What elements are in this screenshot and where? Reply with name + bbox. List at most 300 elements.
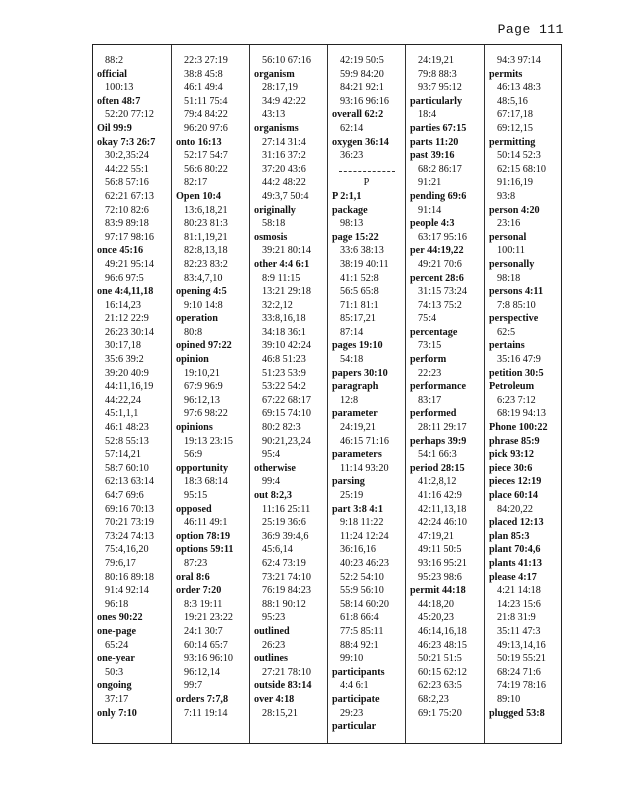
index-reference: 73:15 xyxy=(418,340,442,352)
index-reference: 99:7 xyxy=(184,680,203,692)
index-reference: 11:16 25:11 xyxy=(262,503,311,515)
section-letter: P xyxy=(363,177,370,189)
index-reference: 41:16 42:9 xyxy=(418,490,462,501)
index-reference: 71:1 81:1 xyxy=(340,299,379,311)
index-term: perspective xyxy=(489,313,539,325)
index-reference: 96:12,14 xyxy=(184,666,220,678)
index-reference: 31:15 73:24 xyxy=(418,286,467,298)
index-reference: 64:7 69:6 xyxy=(105,490,144,501)
index-reference: 19:10,21 xyxy=(184,367,220,379)
index-reference: 44:22,24 xyxy=(105,394,141,406)
index-term: Open 10:4 xyxy=(176,190,221,202)
index-term: parties 67:15 xyxy=(410,122,467,134)
index-term: papers 30:10 xyxy=(332,367,388,379)
index-reference: 8:9 11:15 xyxy=(262,272,301,284)
index-term: over 4:18 xyxy=(254,693,295,705)
index-reference: 93:7 95:12 xyxy=(418,82,462,94)
index-reference: 99:4 xyxy=(262,476,281,488)
index-reference: 70:21 73:19 xyxy=(105,517,154,529)
index-reference: 100:13 xyxy=(105,82,134,94)
page-number: Page 111 xyxy=(497,22,564,37)
index-term: option 78:19 xyxy=(176,530,231,542)
index-term: outside 83:14 xyxy=(254,680,312,692)
index-reference: 7:11 19:14 xyxy=(184,707,228,719)
index-reference: 38:8 45:8 xyxy=(184,68,223,80)
index-reference: 62:13 63:14 xyxy=(105,476,154,488)
index-reference: 21:8 31:9 xyxy=(497,612,536,624)
index-reference: 91:4 92:14 xyxy=(105,585,149,597)
index-reference: 11:24 12:24 xyxy=(340,530,389,542)
index-term: other 4:4 6:1 xyxy=(254,258,310,270)
index-reference: 68:19 94:13 xyxy=(497,408,546,420)
index-reference: 54:18 xyxy=(340,354,364,366)
index-reference: 46:14,16,18 xyxy=(418,625,467,637)
index-reference: 56:8 57:16 xyxy=(105,177,149,189)
index-term: options 59:11 xyxy=(176,544,234,556)
index-reference: 99:10 xyxy=(340,653,364,665)
index-term: originally xyxy=(254,204,296,216)
index-reference: 59:9 84:20 xyxy=(340,68,384,80)
index-reference: 52:8 55:13 xyxy=(105,435,149,447)
index-column-4 xyxy=(327,45,405,743)
index-reference: 67:22 68:17 xyxy=(262,394,311,406)
index-reference: 97:6 98:22 xyxy=(184,408,228,420)
index-reference: 75:4,16,20 xyxy=(105,544,149,556)
index-reference: 80:23 81:3 xyxy=(184,218,228,230)
index-reference: 58:14 60:20 xyxy=(340,598,389,610)
index-reference: 21:12 22:9 xyxy=(105,313,149,325)
index-reference: 39:21 80:14 xyxy=(262,245,311,257)
index-term: pieces 12:19 xyxy=(489,476,542,488)
index-term: plant 70:4,6 xyxy=(489,544,541,556)
index-reference: 73:21 74:10 xyxy=(262,571,311,583)
index-reference: 51:11 75:4 xyxy=(184,95,228,107)
index-term: ongoing xyxy=(97,680,132,692)
index-reference: 83:9 89:18 xyxy=(105,218,149,230)
index-term: parts 11:20 xyxy=(410,136,459,148)
index-reference: 88:2 xyxy=(105,55,124,66)
index-reference: 7:8 85:10 xyxy=(497,299,536,311)
index-reference: 36:23 xyxy=(340,150,364,162)
index-reference: 46:1 49:4 xyxy=(184,82,223,94)
index-reference: 72:10 82:6 xyxy=(105,204,149,216)
index-reference: 46:15 71:16 xyxy=(340,435,389,447)
index-reference: 35:16 47:9 xyxy=(497,354,541,366)
index-reference: 39:10 42:24 xyxy=(262,340,311,352)
index-term: pick 93:12 xyxy=(489,449,534,461)
index-term: perhaps 39:9 xyxy=(410,435,467,447)
index-reference: 45:20,23 xyxy=(418,612,454,624)
index-reference: 52:2 54:10 xyxy=(340,571,384,583)
index-reference: 34:9 42:22 xyxy=(262,95,306,107)
index-reference: 8:3 19:11 xyxy=(184,598,223,610)
index-reference: 44:22 55:1 xyxy=(105,163,149,175)
index-reference: 49:21 95:14 xyxy=(105,258,154,270)
index-term: petition 30:5 xyxy=(489,367,544,379)
index-term: part 3:8 4:1 xyxy=(332,503,383,515)
index-reference: 48:5,16 xyxy=(497,95,528,107)
index-reference: 18:3 68:14 xyxy=(184,476,228,488)
section-divider xyxy=(328,163,405,177)
index-term: participants xyxy=(332,666,385,678)
index-reference: 83:17 xyxy=(418,394,442,406)
index-reference: 36:9 39:4,6 xyxy=(262,530,309,542)
index-reference: 89:10 xyxy=(497,693,521,705)
index-term: performed xyxy=(410,408,457,420)
index-reference: 69:1 75:20 xyxy=(418,707,462,719)
index-reference: 65:24 xyxy=(105,639,129,651)
index-reference: 14:23 15:6 xyxy=(497,598,541,610)
index-reference: 26:23 30:14 xyxy=(105,326,154,338)
index-term: piece 30:6 xyxy=(489,462,533,474)
index-reference: 40:23 46:23 xyxy=(340,557,389,569)
index-reference: 88:1 90:12 xyxy=(262,598,306,610)
index-term: organisms xyxy=(254,122,299,134)
index-reference: 62:21 67:13 xyxy=(105,190,154,202)
index-reference: 96:12,13 xyxy=(184,394,220,406)
index-reference: 88:4 92:1 xyxy=(340,639,379,651)
index-reference: 55:9 56:10 xyxy=(340,585,384,597)
index-reference: 29:23 xyxy=(340,707,364,719)
index-reference: 62:4 73:19 xyxy=(262,557,306,569)
index-term: one 4:4,11,18 xyxy=(97,286,154,298)
index-term: opinions xyxy=(176,422,213,434)
index-reference: 82:23 83:2 xyxy=(184,258,228,270)
index-reference: 77:5 85:11 xyxy=(340,625,384,637)
index-reference: 75:4 xyxy=(418,313,437,325)
index-term: plan 85:3 xyxy=(489,530,530,542)
index-term: perform xyxy=(410,354,447,366)
index-reference: 6:23 7:12 xyxy=(497,394,536,406)
index-term: opined 97:22 xyxy=(176,340,232,352)
index-reference: 96:20 97:6 xyxy=(184,122,228,134)
index-reference: 35:11 47:3 xyxy=(497,625,541,637)
index-reference: 19:13 23:15 xyxy=(184,435,233,447)
index-reference: 50:21 51:5 xyxy=(418,653,462,665)
index-reference: 4:21 14:18 xyxy=(497,585,541,597)
index-term: person 4:20 xyxy=(489,204,540,216)
index-reference: 69:16 70:13 xyxy=(105,503,154,515)
index-reference: 16:14,23 xyxy=(105,299,141,311)
index-reference: 36:16,16 xyxy=(340,544,376,556)
index-term: particular xyxy=(332,721,377,733)
index-reference: 11:14 93:20 xyxy=(340,462,389,474)
index-term: pending 69:6 xyxy=(410,190,467,202)
index-reference: 100:11 xyxy=(497,245,525,257)
index-reference: 37:20 43:6 xyxy=(262,163,306,175)
index-reference: 95:23 98:6 xyxy=(418,571,462,583)
index-term: percent 28:6 xyxy=(410,272,464,284)
index-reference: 63:17 95:16 xyxy=(418,231,467,243)
index-column-3 xyxy=(249,45,327,743)
index-reference: 25:19 36:6 xyxy=(262,517,306,529)
index-reference: 79:4 84:22 xyxy=(184,109,228,121)
index-term: performance xyxy=(410,381,467,393)
index-reference: 44:11,16,19 xyxy=(105,381,154,393)
index-reference: 24:19,21 xyxy=(418,55,454,66)
index-reference: 37:17 xyxy=(105,693,129,705)
index-reference: 23:16 xyxy=(497,218,521,230)
index-term: oral 8:6 xyxy=(176,571,210,583)
index-term: particularly xyxy=(410,95,463,107)
index-reference: 58:18 xyxy=(262,218,286,230)
index-reference: 31:16 37:2 xyxy=(262,150,306,162)
index-term: okay 7:3 26:7 xyxy=(97,136,156,148)
index-term: order 7:20 xyxy=(176,585,222,597)
index-reference: 13:6,18,21 xyxy=(184,204,228,216)
index-reference: 46:11 49:1 xyxy=(184,517,228,529)
index-reference: 32:2,12 xyxy=(262,299,293,311)
index-reference: 27:14 31:4 xyxy=(262,136,306,148)
index-term: out 8:2,3 xyxy=(254,490,292,501)
index-term: people 4:3 xyxy=(410,218,455,230)
index-term: only 7:10 xyxy=(97,707,137,719)
index-reference: 46:1 48:23 xyxy=(105,422,149,434)
index-term: otherwise xyxy=(254,462,296,474)
index-term: parameter xyxy=(332,408,378,420)
index-term: percentage xyxy=(410,326,458,338)
index-reference: 95:15 xyxy=(184,490,208,501)
index-term: permitting xyxy=(489,136,536,148)
index-reference: 9:18 11:22 xyxy=(340,517,384,529)
index-term: Phone 100:22 xyxy=(489,422,548,434)
index-reference: 41:2,8,12 xyxy=(418,476,457,488)
index-reference: 83:4,7,10 xyxy=(184,272,223,284)
index-reference: 19:21 23:22 xyxy=(184,612,233,624)
index-term: package xyxy=(332,204,368,216)
index-reference: 42:24 46:10 xyxy=(418,517,467,529)
index-reference: 54:1 66:3 xyxy=(418,449,457,461)
index-reference: 50:19 55:21 xyxy=(497,653,546,665)
index-term: once 45:16 xyxy=(97,245,144,257)
index-reference: 57:14,21 xyxy=(105,449,141,461)
index-reference: 85:17,21 xyxy=(340,313,376,325)
index-term: past 39:16 xyxy=(410,150,455,162)
index-reference: 87:23 xyxy=(184,557,208,569)
index-reference: 62:23 63:5 xyxy=(418,680,462,692)
index-term: page 15:22 xyxy=(332,231,379,243)
index-reference: 52:20 77:12 xyxy=(105,109,154,121)
index-reference: 93:16 95:21 xyxy=(418,557,467,569)
index-term: opposed xyxy=(176,503,212,515)
index-term: parameters xyxy=(332,449,382,461)
index-term: permits xyxy=(489,68,523,80)
index-reference: 62:14 xyxy=(340,122,364,134)
index-reference: 46:8 51:23 xyxy=(262,354,306,366)
index-term: osmosis xyxy=(254,231,288,243)
index-reference: 91:16,19 xyxy=(497,177,533,189)
index-reference: 28:17,19 xyxy=(262,82,298,94)
index-term: orders 7:7,8 xyxy=(176,693,229,705)
index-term: outlined xyxy=(254,625,290,637)
index-reference: 62:15 68:10 xyxy=(497,163,546,175)
index-reference: 42:19 50:5 xyxy=(340,55,384,66)
index-reference: 95:23 xyxy=(262,612,286,624)
index-term: P 2:1,1 xyxy=(332,190,362,202)
index-reference: 74:19 78:16 xyxy=(497,680,546,692)
index-reference: 56:6 80:22 xyxy=(184,163,228,175)
index-reference: 22:3 27:19 xyxy=(184,55,228,66)
index-term: onto 16:13 xyxy=(176,136,222,148)
index-term: place 60:14 xyxy=(489,490,538,501)
index-term: placed 12:13 xyxy=(489,517,544,529)
index-reference: 82:8,13,18 xyxy=(184,245,228,257)
index-reference: 73:24 74:13 xyxy=(105,530,154,542)
index-reference: 44:18,20 xyxy=(418,598,454,610)
index-column-6 xyxy=(484,45,561,743)
index-reference: 79:8 88:3 xyxy=(418,68,457,80)
index-reference: 56:10 67:16 xyxy=(262,55,311,66)
divider-line xyxy=(339,164,395,172)
index-reference: 50:14 52:3 xyxy=(497,150,541,162)
index-reference: 26:23 xyxy=(262,639,286,651)
index-term: one-year xyxy=(97,653,135,665)
index-column-1 xyxy=(93,45,171,743)
index-reference: 60:15 62:12 xyxy=(418,666,467,678)
index-reference: 22:23 xyxy=(418,367,442,379)
index-reference: 94:3 97:14 xyxy=(497,55,541,66)
index-reference: 68:2 86:17 xyxy=(418,163,462,175)
index-reference: 67:9 96:9 xyxy=(184,381,223,393)
index-term: opportunity xyxy=(176,462,229,474)
index-reference: 80:16 89:18 xyxy=(105,571,154,583)
index-reference: 46:13 48:3 xyxy=(497,82,541,94)
index-reference: 28:11 29:17 xyxy=(418,422,467,434)
index-reference: 49:11 50:5 xyxy=(418,544,462,556)
index-reference: 80:8 xyxy=(184,326,203,338)
index-reference: 58:7 60:10 xyxy=(105,462,149,474)
index-reference: 93:8 xyxy=(497,190,516,202)
index-reference: 68:2,23 xyxy=(418,693,449,705)
index-reference: 30:17,18 xyxy=(105,340,141,352)
index-reference: 24:19,21 xyxy=(340,422,376,434)
index-reference: 60:14 65:7 xyxy=(184,639,228,651)
index-reference: 93:16 96:16 xyxy=(340,95,389,107)
index-reference: 62:5 xyxy=(497,326,516,338)
index-reference: 87:14 xyxy=(340,326,364,338)
index-reference: 56:9 xyxy=(184,449,203,461)
index-term: one-page xyxy=(97,625,137,637)
index-column-5 xyxy=(405,45,484,743)
index-term: Petroleum xyxy=(489,381,535,393)
index-reference: 67:17,18 xyxy=(497,109,533,121)
index-reference: 34:18 36:1 xyxy=(262,326,306,338)
index-reference: 84:21 92:1 xyxy=(340,82,384,94)
index-reference: 91:14 xyxy=(418,204,442,216)
index-reference: 69:15 74:10 xyxy=(262,408,311,420)
index-reference: 38:19 40:11 xyxy=(340,258,389,270)
index-term: overall 62:2 xyxy=(332,109,384,121)
index-reference: 80:2 82:3 xyxy=(262,422,301,434)
index-reference: 52:17 54:7 xyxy=(184,150,228,162)
index-term: personal xyxy=(489,231,527,243)
index-reference: 12:8 xyxy=(340,394,359,406)
index-term: ones 90:22 xyxy=(97,612,143,624)
index-term: opinion xyxy=(176,354,209,366)
index-term: participate xyxy=(332,693,380,705)
index-reference: 18:4 xyxy=(418,109,437,121)
index-term: plants 41:13 xyxy=(489,557,542,569)
index-reference: 69:12,15 xyxy=(497,122,533,134)
index-reference: 90:21,23,24 xyxy=(262,435,311,447)
index-reference: 24:1 30:7 xyxy=(184,625,223,637)
index-term: persons 4:11 xyxy=(489,286,544,298)
index-reference: 68:24 71:6 xyxy=(497,666,541,678)
index-term: oxygen 36:14 xyxy=(332,136,389,148)
index-reference: 93:16 96:10 xyxy=(184,653,233,665)
index-reference: 43:13 xyxy=(262,109,286,121)
index-reference: 28:15,21 xyxy=(262,707,298,719)
index-reference: 82:17 xyxy=(184,177,208,189)
index-reference: 35:6 39:2 xyxy=(105,354,144,366)
index-reference: 13:21 29:18 xyxy=(262,286,311,298)
index-reference: 49:13,14,16 xyxy=(497,639,546,651)
index-term: operation xyxy=(176,313,218,325)
index-term: outlines xyxy=(254,653,288,665)
index-reference: 97:17 98:16 xyxy=(105,231,154,243)
index-reference: 33:6 38:13 xyxy=(340,245,384,257)
index-reference: 41:1 52:8 xyxy=(340,272,379,284)
index-reference: 91:21 xyxy=(418,177,442,189)
index-reference: 49:3,7 50:4 xyxy=(262,190,309,202)
index-term: please 4:17 xyxy=(489,571,537,583)
index-reference: 27:21 78:10 xyxy=(262,666,311,678)
index-term: pages 19:10 xyxy=(332,340,383,352)
index-reference: 98:18 xyxy=(497,272,521,284)
index-column-2 xyxy=(171,45,249,743)
index-reference: 79:6,17 xyxy=(105,557,136,569)
index-term: personally xyxy=(489,258,535,270)
index-reference: 96:18 xyxy=(105,598,129,610)
index-term: phrase 85:9 xyxy=(489,435,540,447)
index-reference: 74:13 75:2 xyxy=(418,299,462,311)
index-reference: 47:19,21 xyxy=(418,530,454,542)
index-reference: 44:2 48:22 xyxy=(262,177,306,189)
index-term: period 28:15 xyxy=(410,462,465,474)
index-reference: 53:22 54:2 xyxy=(262,381,306,393)
index-reference: 39:20 40:9 xyxy=(105,367,149,379)
index-reference: 45:1,1,1 xyxy=(105,408,139,420)
index-frame xyxy=(92,44,562,744)
index-term: parsing xyxy=(332,476,365,488)
index-reference: 84:20,22 xyxy=(497,503,533,515)
index-term: paragraph xyxy=(332,381,379,393)
index-reference: 30:2,35:24 xyxy=(105,150,149,162)
index-reference: 95:4 xyxy=(262,449,281,461)
index-term: organism xyxy=(254,68,295,80)
index-reference: 25:19 xyxy=(340,490,364,501)
index-term: opening 4:5 xyxy=(176,286,227,298)
index-reference: 61:8 66:4 xyxy=(340,612,379,624)
index-reference: 42:11,13,18 xyxy=(418,503,467,515)
index-term: permit 44:18 xyxy=(410,585,466,597)
index-reference: 45:6,14 xyxy=(262,544,293,556)
index-term: plugged 53:8 xyxy=(489,707,545,719)
index-reference: 56:5 65:8 xyxy=(340,286,379,298)
index-reference: 46:23 48:15 xyxy=(418,639,467,651)
index-term: per 44:19,22 xyxy=(410,245,464,257)
index-reference: 81:1,19,21 xyxy=(184,231,228,243)
index-term: Oil 99:9 xyxy=(97,122,132,134)
index-reference: 96:6 97:5 xyxy=(105,272,144,284)
index-reference: 49:21 70:6 xyxy=(418,258,462,270)
index-reference: 51:23 53:9 xyxy=(262,367,306,379)
index-term: official xyxy=(97,68,127,80)
index-reference: 98:13 xyxy=(340,218,364,230)
index-reference: 76:19 84:23 xyxy=(262,585,311,597)
index-reference: 9:10 14:8 xyxy=(184,299,223,311)
index-term: pertains xyxy=(489,340,525,352)
